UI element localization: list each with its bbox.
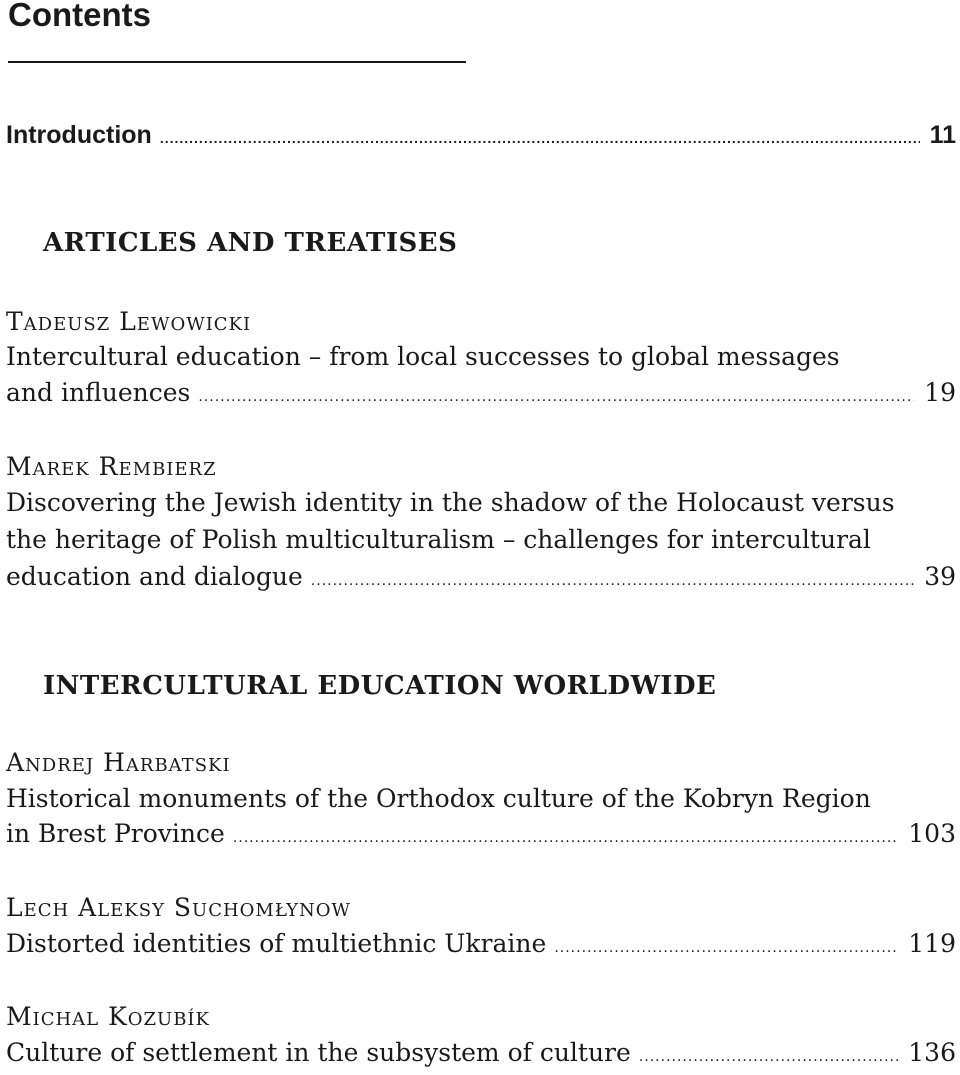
toc-entry-last-line[interactable]	[6, 1035, 956, 1075]
toc-entry-last-line[interactable]	[6, 375, 956, 415]
entry-title-line: the heritage of Polish multiculturalism – challenges for intercultural	[6, 525, 871, 554]
dot-leader	[233, 820, 898, 856]
page-number: 11	[929, 121, 956, 149]
entry-title-line: Distorted identities of multiethnic Ukraine	[6, 929, 547, 958]
toc-entry-last-line[interactable]	[6, 816, 956, 856]
entry-title-line: education and dialogue	[6, 562, 303, 591]
entry-author: Tadeusz Lewowicki	[6, 307, 252, 336]
entry-author: Lech Aleksy Suchomłynow	[6, 893, 351, 922]
page-number: 39	[924, 562, 956, 591]
entry-title-line: Discovering the Jewish identity in the shadow of the Holocaust versus	[6, 488, 895, 517]
dot-leader	[554, 930, 898, 966]
page-number: 19	[924, 378, 956, 407]
page-number: 136	[908, 1038, 956, 1067]
entry-title-line: Culture of settlement in the subsystem of culture	[6, 1038, 631, 1067]
dot-leader	[311, 563, 914, 599]
toc-entry-introduction[interactable]	[6, 117, 956, 156]
entry-title-line: Intercultural education – from local successes to global messages	[6, 342, 840, 371]
entry-title-line: Historical monuments of the Orthodox culture of the Kobryn Region	[6, 784, 871, 813]
page-number: 103	[908, 819, 956, 848]
entry-author: Andrej Harbatski	[6, 748, 231, 777]
toc-entry-last-line[interactable]	[6, 559, 956, 599]
page-title: Contents	[8, 0, 151, 33]
entry-title-line: and influences	[6, 378, 191, 407]
title-rule	[8, 61, 466, 63]
entry-title-line: in Brest Province	[6, 819, 225, 848]
dot-leader	[198, 379, 914, 415]
toc-entry-last-line[interactable]	[6, 926, 956, 966]
section-heading: INTERCULTURAL EDUCATION WORLDWIDE	[43, 671, 717, 701]
entry-author: Michal Kozubík	[6, 1002, 210, 1031]
dot-leader	[639, 1039, 898, 1075]
entry-author: Marek Rembierz	[6, 452, 217, 481]
section-heading: ARTICLES AND TREATISES	[43, 228, 458, 258]
entry-title: Introduction	[6, 121, 152, 149]
page-number: 119	[908, 929, 956, 958]
dot-leader	[160, 120, 920, 156]
